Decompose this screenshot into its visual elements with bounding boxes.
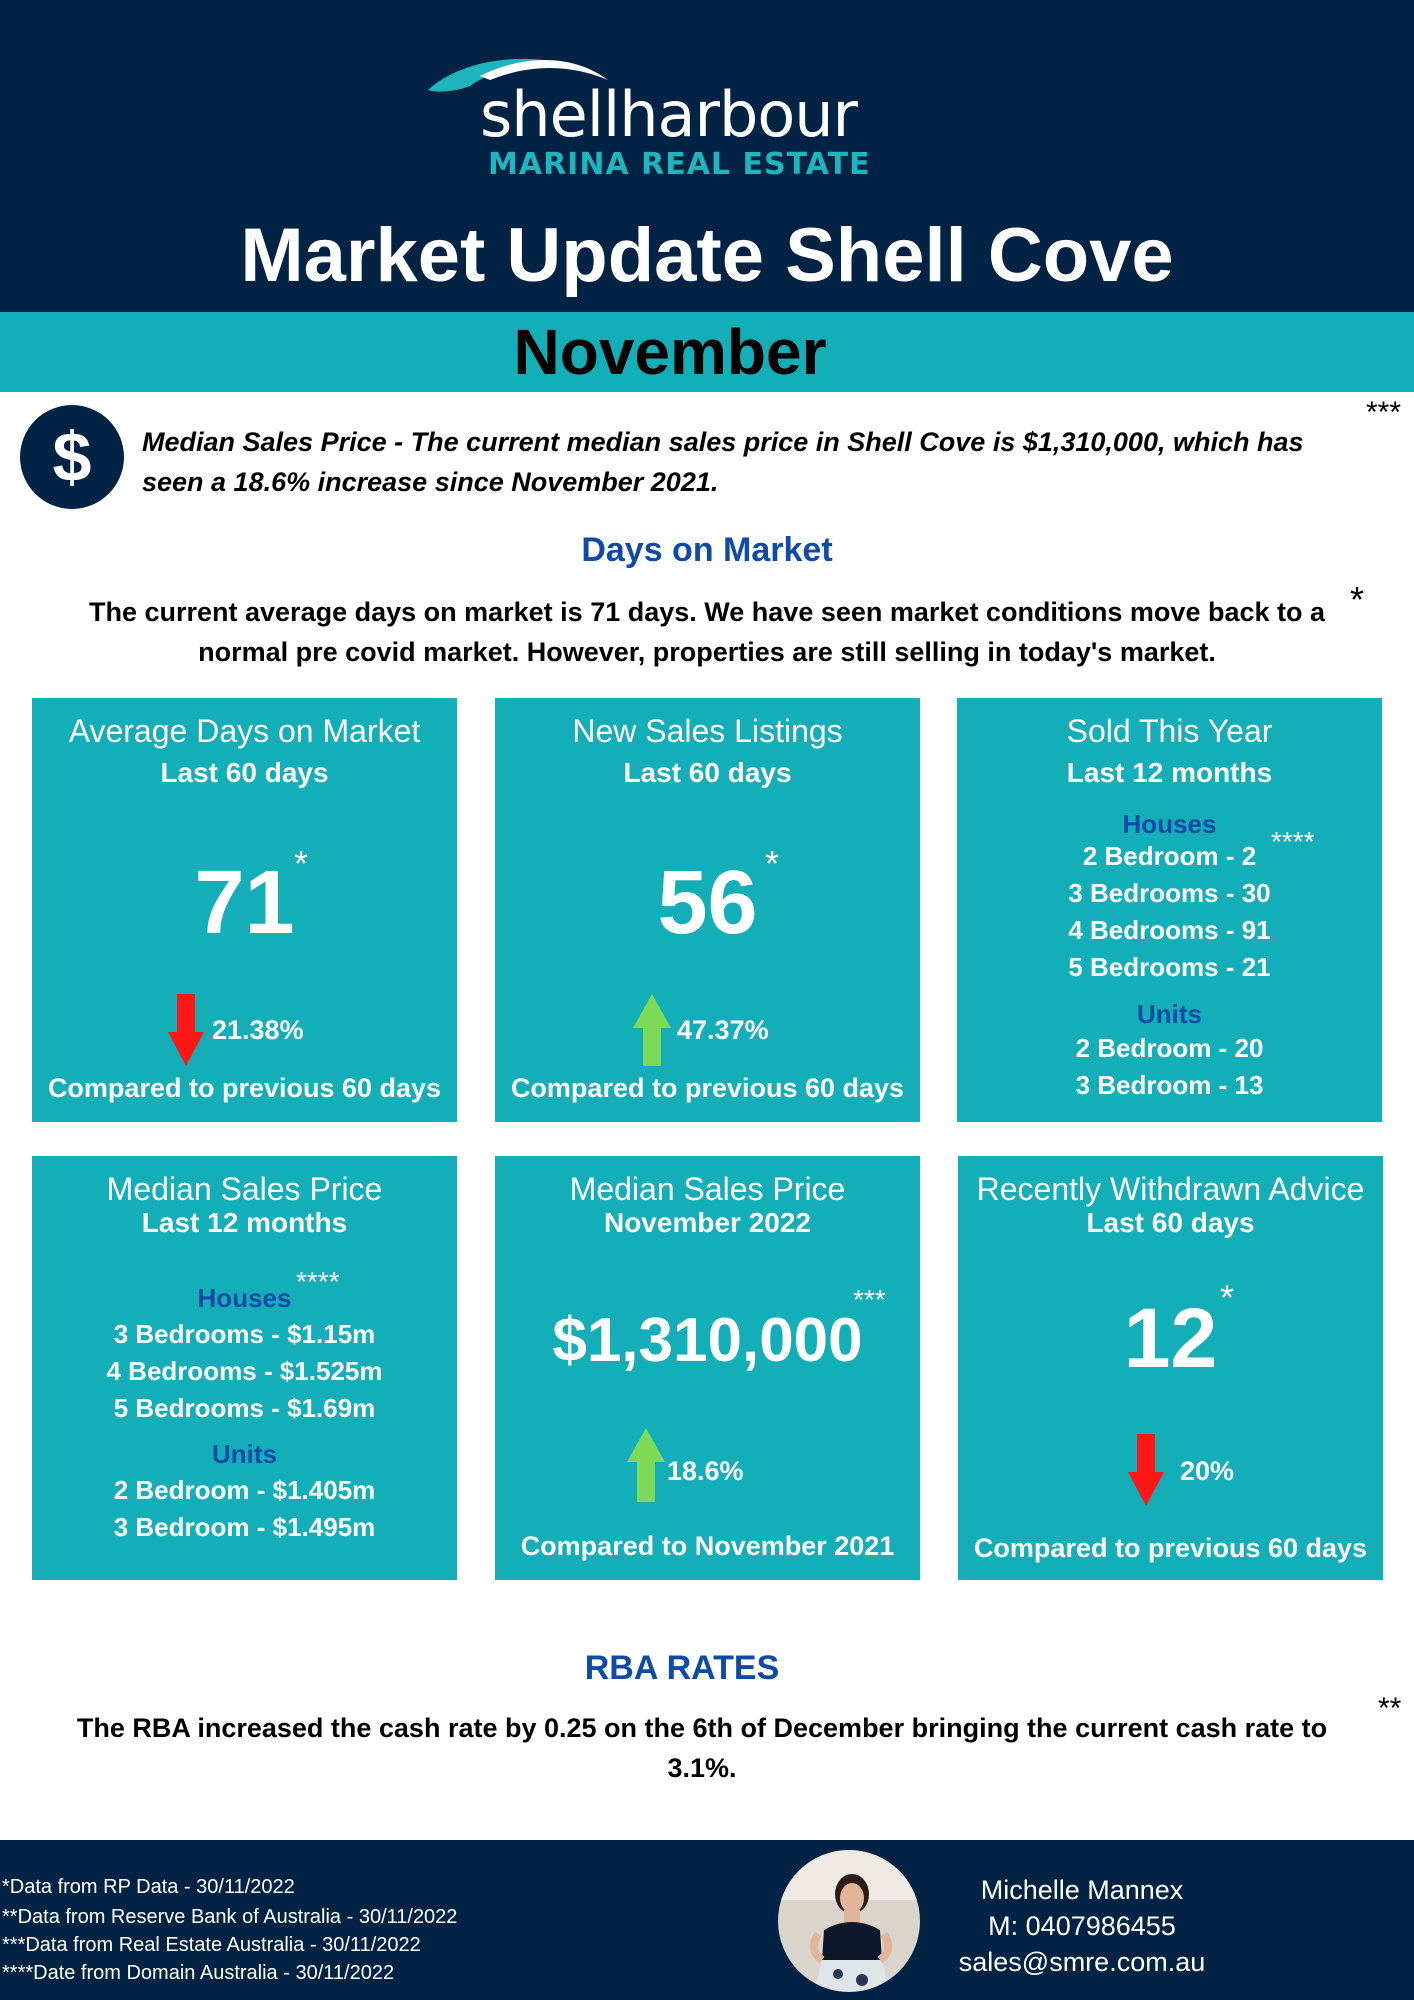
card-title: Median Sales Price — [106, 1171, 383, 1207]
card-note-marker: **** — [296, 1266, 340, 1297]
footer — [0, 1840, 1414, 2000]
list-item: 5 Bedrooms - $1.69m — [113, 1393, 376, 1423]
card-change-percent: 20% — [1180, 1456, 1235, 1486]
card-subtitle: Last 60 days — [160, 757, 329, 788]
list-item: 4 Bedrooms - 91 — [1068, 915, 1271, 945]
list-item: 2 Bedroom - 20 — [1075, 1033, 1264, 1063]
arrow-down-icon — [168, 994, 204, 1066]
card-title: New Sales Listings — [572, 713, 843, 749]
days-on-market-text: The current average days on market is 71 days. We have seen market conditions move back to a normal pre covid market. However, properties are still selling in today's market. — [88, 597, 1325, 667]
houses-label: Houses — [197, 1283, 292, 1313]
card-value: 71 — [194, 853, 295, 953]
days-note-marker: * — [1350, 579, 1365, 620]
list-item: 3 Bedroom - $1.495m — [113, 1512, 376, 1542]
footnote: ****Date from Domain Australia - 30/11/2022 — [2, 1962, 395, 1984]
days-on-market-heading: Days on Market — [581, 531, 833, 569]
logo-wordmark: shellharbour — [480, 78, 858, 151]
card-footer: Compared to previous 60 days — [47, 1073, 442, 1103]
units-label: Units — [1137, 999, 1202, 1029]
card-subtitle: Last 12 months — [141, 1207, 348, 1238]
card-average-days — [32, 698, 457, 1122]
arrow-up-icon — [627, 1428, 665, 1502]
card-note-marker: * — [765, 843, 780, 884]
card-note-marker: *** — [853, 1284, 886, 1315]
card-withdrawn-advice — [958, 1156, 1383, 1580]
list-item: 3 Bedroom - 13 — [1075, 1070, 1264, 1100]
median-note-marker: *** — [1366, 396, 1402, 429]
footnote: ***Data from Real Estate Australia - 30/11/2022 — [2, 1934, 421, 1956]
card-note-marker: * — [294, 843, 309, 884]
page-title: Market Update Shell Cove — [240, 213, 1174, 298]
card-value: $1,310,000 — [552, 1306, 863, 1375]
card-subtitle: Last 60 days — [623, 757, 792, 788]
card-sold-this-year — [957, 698, 1382, 1122]
card-subtitle: November 2022 — [603, 1207, 811, 1238]
card-new-listings — [495, 698, 920, 1122]
rba-heading: RBA RATES — [584, 1649, 780, 1687]
card-footer: Compared to previous 60 days — [973, 1533, 1368, 1563]
rba-text: The RBA increased the cash rate by 0.25 on the 6th of December bringing the current cash rate to 3.1%. — [76, 1713, 1328, 1783]
houses-label: Houses — [1122, 809, 1217, 839]
agent-photo-icon — [778, 1850, 920, 1992]
list-item: 3 Bedrooms - $1.15m — [113, 1319, 376, 1349]
logo-subtitle: MARINA REAL ESTATE — [488, 147, 871, 182]
card-note-marker: **** — [1271, 826, 1315, 857]
list-item: 4 Bedrooms - $1.525m — [106, 1356, 383, 1386]
header-banner — [0, 0, 1414, 312]
arrow-up-icon — [633, 994, 671, 1066]
footnote: **Data from Reserve Bank of Australia - 30/11/2022 — [2, 1906, 458, 1928]
card-value: 12 — [1123, 1291, 1218, 1385]
arrow-down-icon — [1128, 1434, 1164, 1506]
list-item: 5 Bedrooms - 21 — [1068, 952, 1271, 982]
card-footer: Compared to previous 60 days — [510, 1073, 905, 1103]
card-subtitle: Last 12 months — [1066, 757, 1273, 788]
agent-avatar — [778, 1850, 920, 1992]
median-summary-text: Median Sales Price - The current median sales price in Shell Cove is $1,310,000, which has seen a 18.6% increase since November 2021. — [142, 427, 1304, 497]
card-value: 56 — [657, 853, 758, 953]
card-subtitle: Last 60 days — [1086, 1207, 1255, 1238]
card-change-percent: 18.6% — [667, 1456, 744, 1486]
card-title: Average Days on Market — [68, 713, 421, 749]
footnote: *Data from RP Data - 30/11/2022 — [2, 1876, 295, 1898]
card-median-12-months — [32, 1156, 457, 1580]
agent-phone[interactable]: M: 0407986455 — [988, 1911, 1176, 1941]
card-title: Recently Withdrawn Advice — [976, 1171, 1365, 1207]
units-label: Units — [212, 1439, 277, 1469]
card-median-november — [495, 1156, 920, 1580]
list-item: 2 Bedroom - $1.405m — [113, 1475, 376, 1505]
rba-note-marker: ** — [1378, 1692, 1402, 1725]
dollar-icon: $ — [20, 405, 124, 509]
list-item: 3 Bedrooms - 30 — [1068, 878, 1271, 908]
list-item: 2 Bedroom - 2 — [1082, 841, 1257, 871]
card-footer: Compared to November 2021 — [520, 1531, 895, 1561]
card-title: Median Sales Price — [569, 1171, 846, 1207]
card-note-marker: * — [1220, 1277, 1235, 1318]
card-change-percent: 47.37% — [677, 1015, 769, 1045]
month-label: November — [513, 316, 827, 388]
card-title: Sold This Year — [1066, 713, 1273, 749]
agent-email[interactable]: sales@smre.com.au — [958, 1947, 1206, 1977]
month-band — [0, 312, 1414, 392]
card-change-percent: 21.38% — [212, 1015, 304, 1045]
agent-name: Michelle Mannex — [980, 1875, 1184, 1905]
